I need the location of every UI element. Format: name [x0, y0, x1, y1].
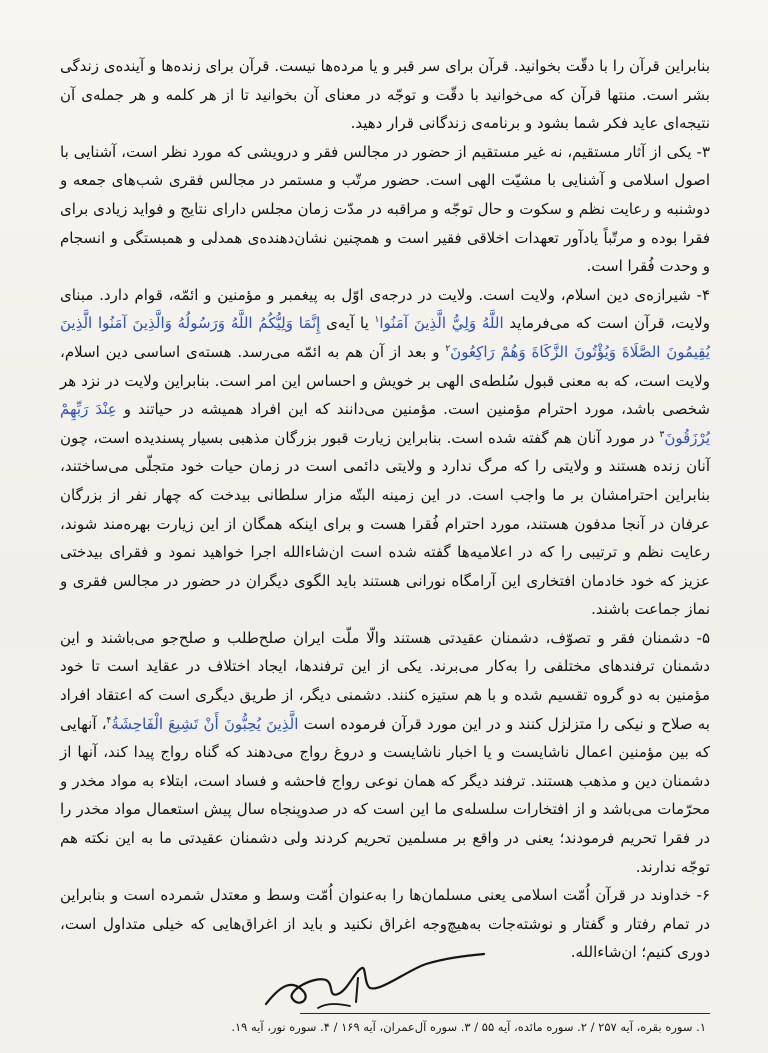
paragraph-p1: [60, 52, 710, 138]
footnote-marker: ۲: [445, 343, 451, 354]
footnote-marker: ۴: [106, 715, 112, 726]
handwritten-signature: [258, 948, 488, 1014]
footnote-divider: [300, 1013, 710, 1014]
footnote-marker: ۱: [374, 315, 380, 326]
paragraph-text: ۳- یکی از آثار مستقیم، نه غیر مستقیم از حضور در مجالس فقر و درویشی که مورد نظر است، آشنایی با اصول اسلامی و آشنایی با مشیّت الهی است. حضور مرتّب و مستمر در مجالس فقری شب‌های جمعه و دوشنبه و رعایت نظم و سکوت و حال توجّه و مراقبه در مدّت زمان مجلس دارای نتایج و فواید زیادی برای فقرا بوده و مرتّباً یادآور تعهدات اخلاقی فقیر است و همچنین نشان‌دهنده‌ی همدلی و همبستگی و انسجام و وحدت فُقرا است.: [60, 142, 710, 276]
paragraph-text: و بعد از آن هم به ائمّه می‌رسد. هسته‌ی اساسی دین اسلام، ولایت است، که به معنی قبول سُلطه‌ی الهی بر خویش و احساس این امر است. بنابراین ولایت در نزد هر شخصی باشد، مورد احترام مؤمنین است. مؤمنین می‌دانند که این افراد همیشه در حیاتند و: [60, 342, 710, 419]
paragraph-p2: [60, 138, 710, 281]
paragraph-text: بنابراین قرآن را با دقّت بخوانید. قرآن برای سر قبر و یا مرده‌ها نیست. قرآن برای زنده‌ها و آینده‌ی زندگی بشر است. منتها قرآن که می‌خوانید با دقّت و توجّه در معنای آن بخوانید تا از هر کلمه و هر جمله‌ی آن نتیجه‌ای عاید فکر شما بشود و برنامه‌ی زندگانی قرار دهید.: [60, 57, 710, 133]
paragraph-text: در مورد آنان هم گفته شده است. بنابراین زیارت قبور بزرگان مذهبی بسیار پسندیده است، چون آنان زنده هستند و ولایتی را که مرگ ندارد و ولایتی دائمی است در زمان حیات خود متجلّی می‌ساختند، بنابراین احترامشان بر ما واجب است. در این زمینه البتّه مزار سلطانی بیدخت که چهار نفر از بزرگان عرفان در آنجا مدفون هستند، مورد احترام فُقرا هست و برای اینکه همگان از این زیارت بهره‌مند شوند، رعایت نظم و ترتیبی را که در اعلامیه‌ها گفته شده است ان‌شاءالله اجرا خواهید نمود و فقرای بیدختی عزیز که خود خادمان افتخاری این آرامگاه نورانی هستند باید الگوی دیگران در حضور در مجالس فقری و نماز جماعت باشند.: [60, 428, 710, 619]
paragraph-p4: [60, 624, 710, 881]
paragraph-text: ، آنهایی که بین مؤمنین اعمال ناشایست و یا اخبار ناشایست و دروغ رواج می‌دهند که گناه رواج پیدا کند، آنها از دشمنان دین و مذهب هستند. ترفند دیگر که همان نوعی رواج فاحشه و فساد است، ابتلاء به مواد مخدر و محرّمات می‌باشد و از افتخارات سلسله‌ی ما این است که در صدوپنجاه سال پیش استعمال مواد مخدر را در فقرا تحریم فرمودند؛ یعنی در واقع بر مسلمین تحریم کردند ولی دشمنان عقیدتی ما به این نکته هم توجّه ندارند.: [60, 714, 710, 876]
document-body: [60, 52, 710, 967]
quran-verse: عِنْدَ رَبِّهِمْ يُرْزَقُونَ: [60, 400, 710, 447]
quran-verse: إِنَّمَا وَلِيُّكُمُ اللَّهُ وَرَسُولُهُ وَالَّذِينَ آمَنُوا الَّذِينَ يُقِيمُونَ الصَّلَاةَ وَيُؤْتُونَ الزَّكَاةَ وَهُمْ رَاكِعُونَ: [60, 314, 710, 361]
quran-verse: اللَّهُ وَلِيُّ الَّذِينَ آمَنُوا: [379, 314, 504, 333]
paragraph-p3: [60, 281, 710, 624]
paragraph-text: ۴- شیرازه‌ی دین اسلام، ولایت است. ولایت در درجه‌ی اوّل به پیغمبر و مؤمنین و ائمّه، قوام دارد. مبنای ولایت، قرآن است که می‌فرماید: [60, 285, 710, 333]
paragraph-text: ۵- دشمنان فقر و تصوّف، دشمنان عقیدتی هستند والّا ملّت ایران صلح‌طلب و صلح‌جو می‌باشند و این دشمنان ترفندهای مختلفی را به‌کار می‌برند. یکی از این ترفندها، ایجاد اختلاف در عقاید است تا خود مؤمنین به دو گروه تقسیم شده و با هم ستیزه کنند. دشمنی دیگر، از طریق دیگری است که اعتقاد افراد به صلاح و نیکی را متزلزل کنند و در این مورد قرآن فرموده است: [60, 628, 710, 733]
quran-verse: الَّذِينَ يُحِبُّونَ أَنْ تَشِيعَ الْفَاحِشَةُ: [111, 714, 299, 733]
paragraph-text: یا آیه‌ی: [320, 314, 375, 333]
footnote: ۱. سوره بقره، آیه ۲۵۷ / ۲. سوره مائده، آیه ۵۵ / ۳. سوره آل‌عمران، آیه ۱۶۹ / ۴. سوره نور، آیه ۱۹.: [231, 1020, 706, 1034]
paragraph-text: ۶- خداوند در قرآن اُمّت اسلامی یعنی مسلمان‌ها را به‌عنوان اُمّت وسط و معتدل شمرده است و بنابراین در تمام رفتار و گفتار و نوشته‌جات به‌هیچ‌وجه اغراق نکنید و باید از اغراق‌هایی که خیلی متداول است، دوری کنیم؛ ان‌شاءالله.: [60, 886, 710, 962]
footnote-marker: ۳: [659, 429, 665, 440]
